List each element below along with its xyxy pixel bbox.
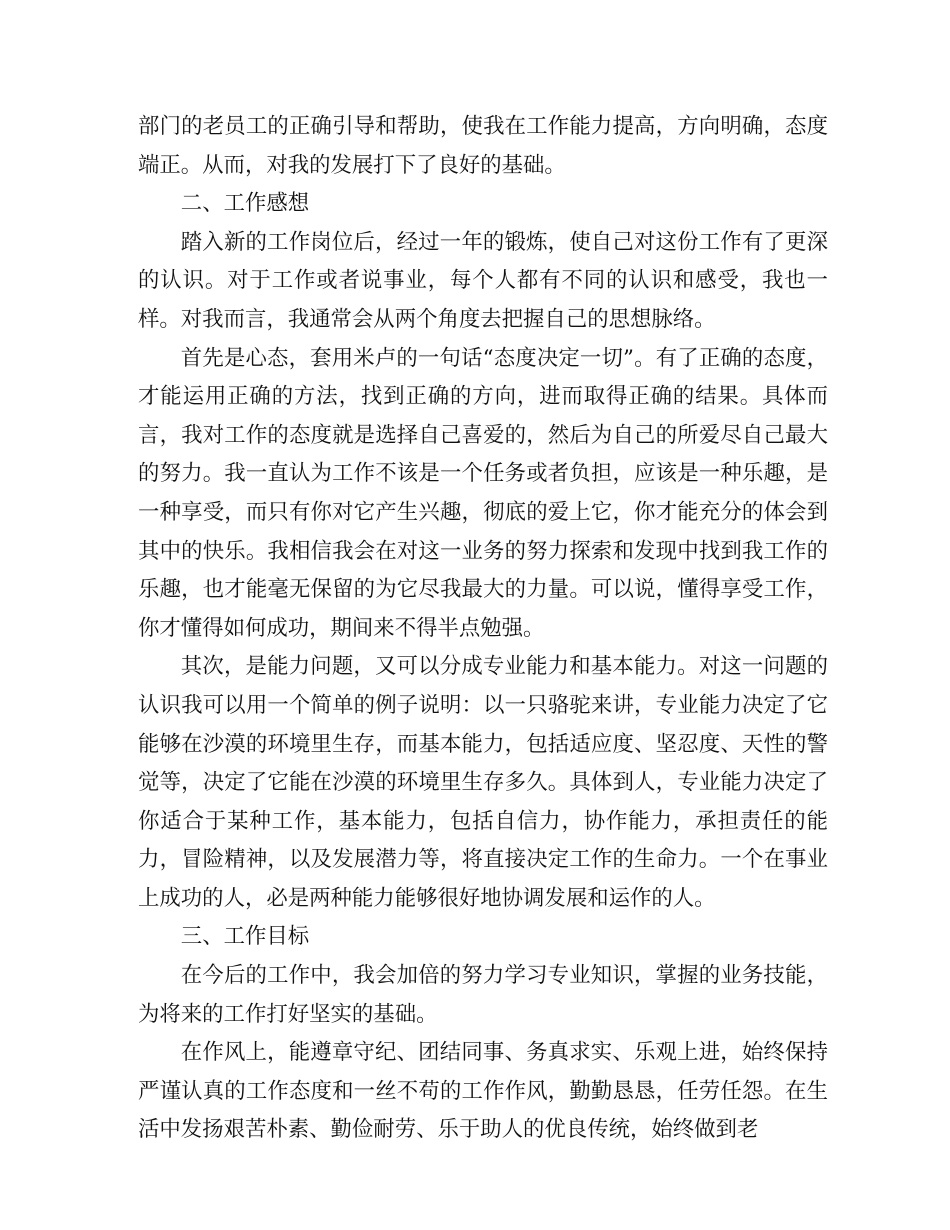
document-body — [138, 108, 828, 1150]
section-heading-work-goals: 三、工作目标 — [180, 924, 310, 950]
section-heading-work-thoughts: 二、工作感想 — [180, 191, 310, 217]
paragraph-continuation: 部门的老员工的正确引导和帮助，使我在工作能力提高，方向明确，态度端正。从而，对我的发展打下了良好的基础。 — [138, 114, 828, 178]
paragraph-ability: 其次，是能力问题，又可以分成专业能力和基本能力。对这一问题的认识我可以用一个简单的例子说明：以一只骆驼来讲，专业能力决定了它能够在沙漠的环境里生存，而基本能力，包括适应度、坚忍度、天性的警觉等，决定了它能在沙漠的环境里生存多久。具体到人，专业能力决定了你适合于某种工作，基本能力，包括自信力，协作能力，承担责任的能力，冒险精神，以及发展潜力等，将直接决定工作的生命力。一个在事业上成功的人，必是两种能力能够很好地协调发展和运作的人。 — [138, 654, 828, 911]
paragraph-attitude: 首先是心态，套用米卢的一句话“态度决定一切”。有了正确的态度，才能运用正确的方法，找到正确的方向，进而取得正确的结果。具体而言，我对工作的态度就是选择自己喜爱的，然后为自己的所爱尽自己最大的努力。我一直认为工作不该是一个任务或者负担，应该是一种乐趣，是一种享受，而只有你对它产生兴趣，彻底的爱上它，你才能充分的体会到其中的快乐。我相信我会在对这一业务的努力探索和发现中找到我工作的乐趣，也才能毫无保留的为它尽我最大的力量。可以说，懂得享受工作，你才懂得如何成功，期间来不得半点勉强。 — [138, 345, 828, 641]
paragraph-study-plan: 在今后的工作中，我会加倍的努力学习专业知识，掌握的业务技能，为将来的工作打好坚实的基础。 — [138, 963, 828, 1027]
paragraph-new-position: 踏入新的工作岗位后，经过一年的锻炼，使自己对这份工作有了更深的认识。对于工作或者说事业，每个人都有不同的认识和感受，我也一样。对我而言，我通常会从两个角度去把握自己的思想脉络。 — [138, 229, 828, 332]
paragraph-work-style: 在作风上，能遵章守纪、团结同事、务真求实、乐观上进，始终保持严谨认真的工作态度和一丝不苟的工作作风，勤勤恳恳，任劳任怨。在生活中发扬艰苦朴素、勤俭耐劳、乐于助人的优良传统，始终做到老 — [138, 1040, 828, 1143]
